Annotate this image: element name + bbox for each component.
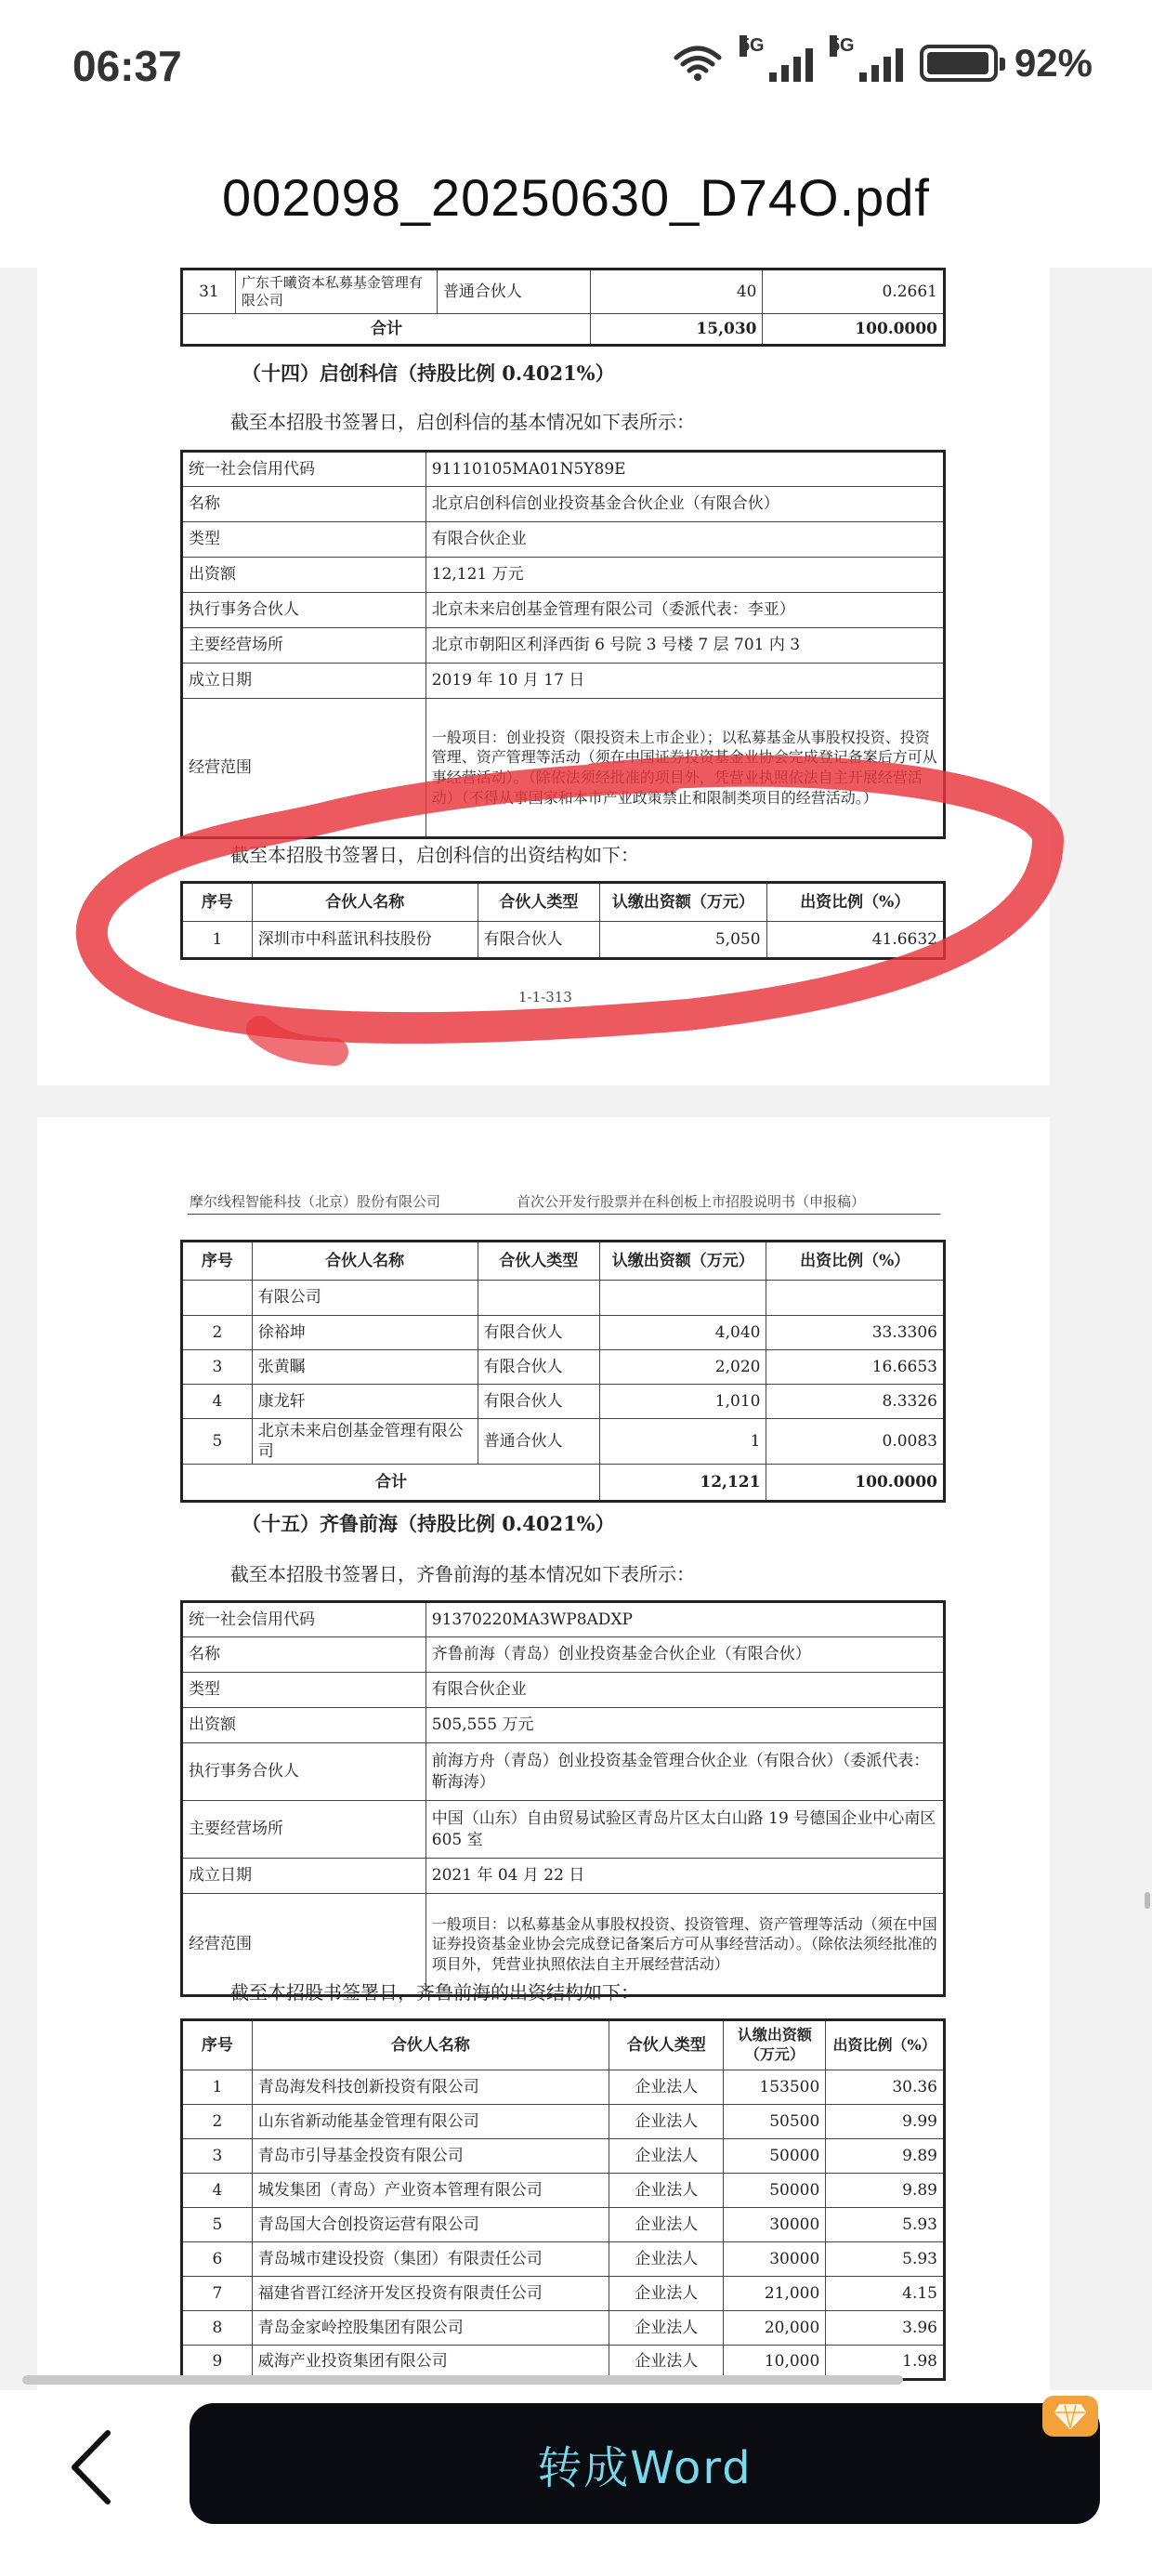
table-row: 统一社会信用代码 91110105MA01N5Y89E xyxy=(182,452,945,487)
section-heading: （十五）齐鲁前海（持股比例 0.4021%） xyxy=(242,1512,615,1535)
table-total-row: 合计 12,121 100.0000 xyxy=(182,1465,945,1502)
shareholder-table-tail xyxy=(180,268,946,347)
battery-level: 92% xyxy=(1014,41,1093,85)
table-row: 出资额 12,121 万元 xyxy=(182,558,945,593)
table-row: 6 青岛城市建设投资（集团）有限责任公司 企业法人 30000 5.93 xyxy=(182,2242,945,2277)
status-icons xyxy=(673,35,1093,85)
table-row: 经营范围 一般项目：创业投资（限投资未上市企业）；以私募基金从事股权投资、投资管理、资产管理等活动（须在中国证券投资基金业协会完成登记备案后方可从事经营活动）。（除依法须经批准的项目外，凭营业执照依法自主开展经营活动）（不得从事国家和本市产业政策禁止和限制类项目的经营活动。） xyxy=(182,699,945,838)
signal-icon-2: 5G xyxy=(830,45,903,82)
table-row: 4 城发集团（青岛）产业资本管理有限公司 企业法人 50000 9.89 xyxy=(182,2174,945,2208)
vertical-scroll-handle[interactable] xyxy=(1145,1892,1150,1909)
table-row: 出资额 505,555 万元 xyxy=(182,1708,945,1743)
section-heading: （十四）启创科信（持股比例 0.4021%） xyxy=(242,361,615,385)
pdf-page-1[interactable] xyxy=(37,268,1050,1085)
basic-info-table xyxy=(180,1600,946,1997)
capital-structure-table xyxy=(180,881,946,960)
table-row: 执行事务合伙人 前海方舟（青岛）创业投资基金管理合伙企业（有限合伙）（委派代表：靳海涛） xyxy=(182,1743,945,1801)
table-total-row: 合计 15,030 100.0000 xyxy=(182,314,945,346)
table-row: 经营范围 一般项目：以私募基金从事股权投资、投资管理、资产管理等活动（须在中国证券投资基金业协会完成登记备案后方可从事经营活动）。（除依法须经批准的项目外，凭营业执照依法自主开展经营活动） xyxy=(182,1894,945,1996)
table-row: 类型 有限合伙企业 xyxy=(182,522,945,558)
table-row: 统一社会信用代码 91370220MA3WP8ADXP xyxy=(182,1602,945,1637)
table-row: 5 青岛国大合创投资运营有限公司 企业法人 30000 5.93 xyxy=(182,2208,945,2242)
pdf-page-2[interactable] xyxy=(37,1117,1050,2390)
capital-structure-table xyxy=(180,2018,946,2381)
convert-to-word-label: 转成Word xyxy=(537,2441,753,2494)
table-row: 主要经营场所 北京市朝阳区利泽西街 6 号院 3 号楼 7 层 701 内 3 xyxy=(182,628,945,664)
top-bar xyxy=(0,0,1152,268)
table-row: 5 北京未来启创基金管理有限公司 普通合伙人 1 0.0083 xyxy=(182,1419,945,1465)
chevron-left-icon xyxy=(56,2425,130,2509)
wifi-icon xyxy=(673,45,723,82)
signal-icon-1: 5G xyxy=(740,45,813,82)
capital-structure-table-continued xyxy=(180,1240,946,1503)
table-header-row: 序号 合伙人名称 合伙人类型 认缴出资额（万元） 出资比例（%） xyxy=(182,883,945,922)
table-row: 2 徐裕坤 有限合伙人 4,040 33.3306 xyxy=(182,1316,945,1350)
table-row: 主要经营场所 中国（山东）自由贸易试验区青岛片区太白山路 19 号德国企业中心南区 605 室 xyxy=(182,1801,945,1859)
table-row: 9 威海产业投资集团有限公司 企业法人 10,000 1.98 xyxy=(182,2346,945,2380)
table-row: 3 青岛市引导基金投资有限公司 企业法人 50000 9.89 xyxy=(182,2139,945,2174)
horizontal-scroll-indicator[interactable] xyxy=(22,2375,903,2385)
convert-to-word-button[interactable] xyxy=(190,2403,1100,2524)
table-row: 8 青岛金家岭控股集团有限公司 企业法人 20,000 3.96 xyxy=(182,2311,945,2346)
battery-icon xyxy=(920,45,998,82)
table-row: 1 青岛海发科技创新投资有限公司 企业法人 153500 30.36 xyxy=(182,2070,945,2105)
document-title: 002098_20250630_D74O.pdf xyxy=(221,168,930,227)
table-row: 31 广东千曦资本私募基金管理有限公司 普通合伙人 40 0.2661 xyxy=(182,269,945,314)
table-row: 2 山东省新动能基金管理有限公司 企业法人 50500 9.99 xyxy=(182,2105,945,2139)
table-row: 名称 北京启创科信创业投资基金合伙企业（有限合伙） xyxy=(182,487,945,522)
section-intro: 截至本招股书签署日，齐鲁前海的基本情况如下表所示： xyxy=(230,1563,695,1585)
header-divider xyxy=(188,1214,940,1215)
table-header-row: 序号 合伙人名称 合伙人类型 认缴出资额（万元） 出资比例（%） xyxy=(182,1242,945,1281)
table-row: 类型 有限合伙企业 xyxy=(182,1673,945,1708)
table-row: 成立日期 2021 年 04 月 22 日 xyxy=(182,1859,945,1894)
page-header-right: 首次公开发行股票并在科创板上市招股说明书（申报稿） xyxy=(517,1193,866,1210)
table-row: 名称 齐鲁前海（青岛）创业投资基金合伙企业（有限合伙） xyxy=(182,1637,945,1673)
structure-intro: 截至本招股书签署日，启创科信的出资结构如下： xyxy=(230,844,639,866)
status-time: 06:37 xyxy=(72,42,182,90)
basic-info-table xyxy=(180,450,946,839)
back-button[interactable] xyxy=(56,2425,130,2509)
page-number: 1-1-313 xyxy=(518,989,572,1005)
table-row: 有限公司 xyxy=(182,1281,945,1316)
structure-intro: 截至本招股书签署日，齐鲁前海的出资结构如下： xyxy=(230,1981,639,2004)
section-intro: 截至本招股书签署日，启创科信的基本情况如下表所示： xyxy=(230,411,695,433)
vip-badge xyxy=(1042,2396,1098,2437)
page-header-left: 摩尔线程智能科技（北京）股份有限公司 xyxy=(190,1193,441,1210)
table-row: 成立日期 2019 年 10 月 17 日 xyxy=(182,664,945,699)
table-row: 1 深圳市中科蓝讯科技股份 有限合伙人 5,050 41.6632 xyxy=(182,922,945,959)
diamond-icon xyxy=(1054,2403,1086,2429)
table-row: 执行事务合伙人 北京未来启创基金管理有限公司（委派代表：李亚） xyxy=(182,593,945,628)
table-row: 4 康龙轩 有限合伙人 1,010 8.3326 xyxy=(182,1385,945,1419)
table-row: 3 张黄瞩 有限合伙人 2,020 16.6653 xyxy=(182,1350,945,1385)
table-header-row: 序号 合伙人名称 合伙人类型 认缴出资额（万元） 出资比例（%） xyxy=(182,2020,945,2070)
table-row: 7 福建省晋江经济开发区投资有限责任公司 企业法人 21,000 4.15 xyxy=(182,2277,945,2311)
